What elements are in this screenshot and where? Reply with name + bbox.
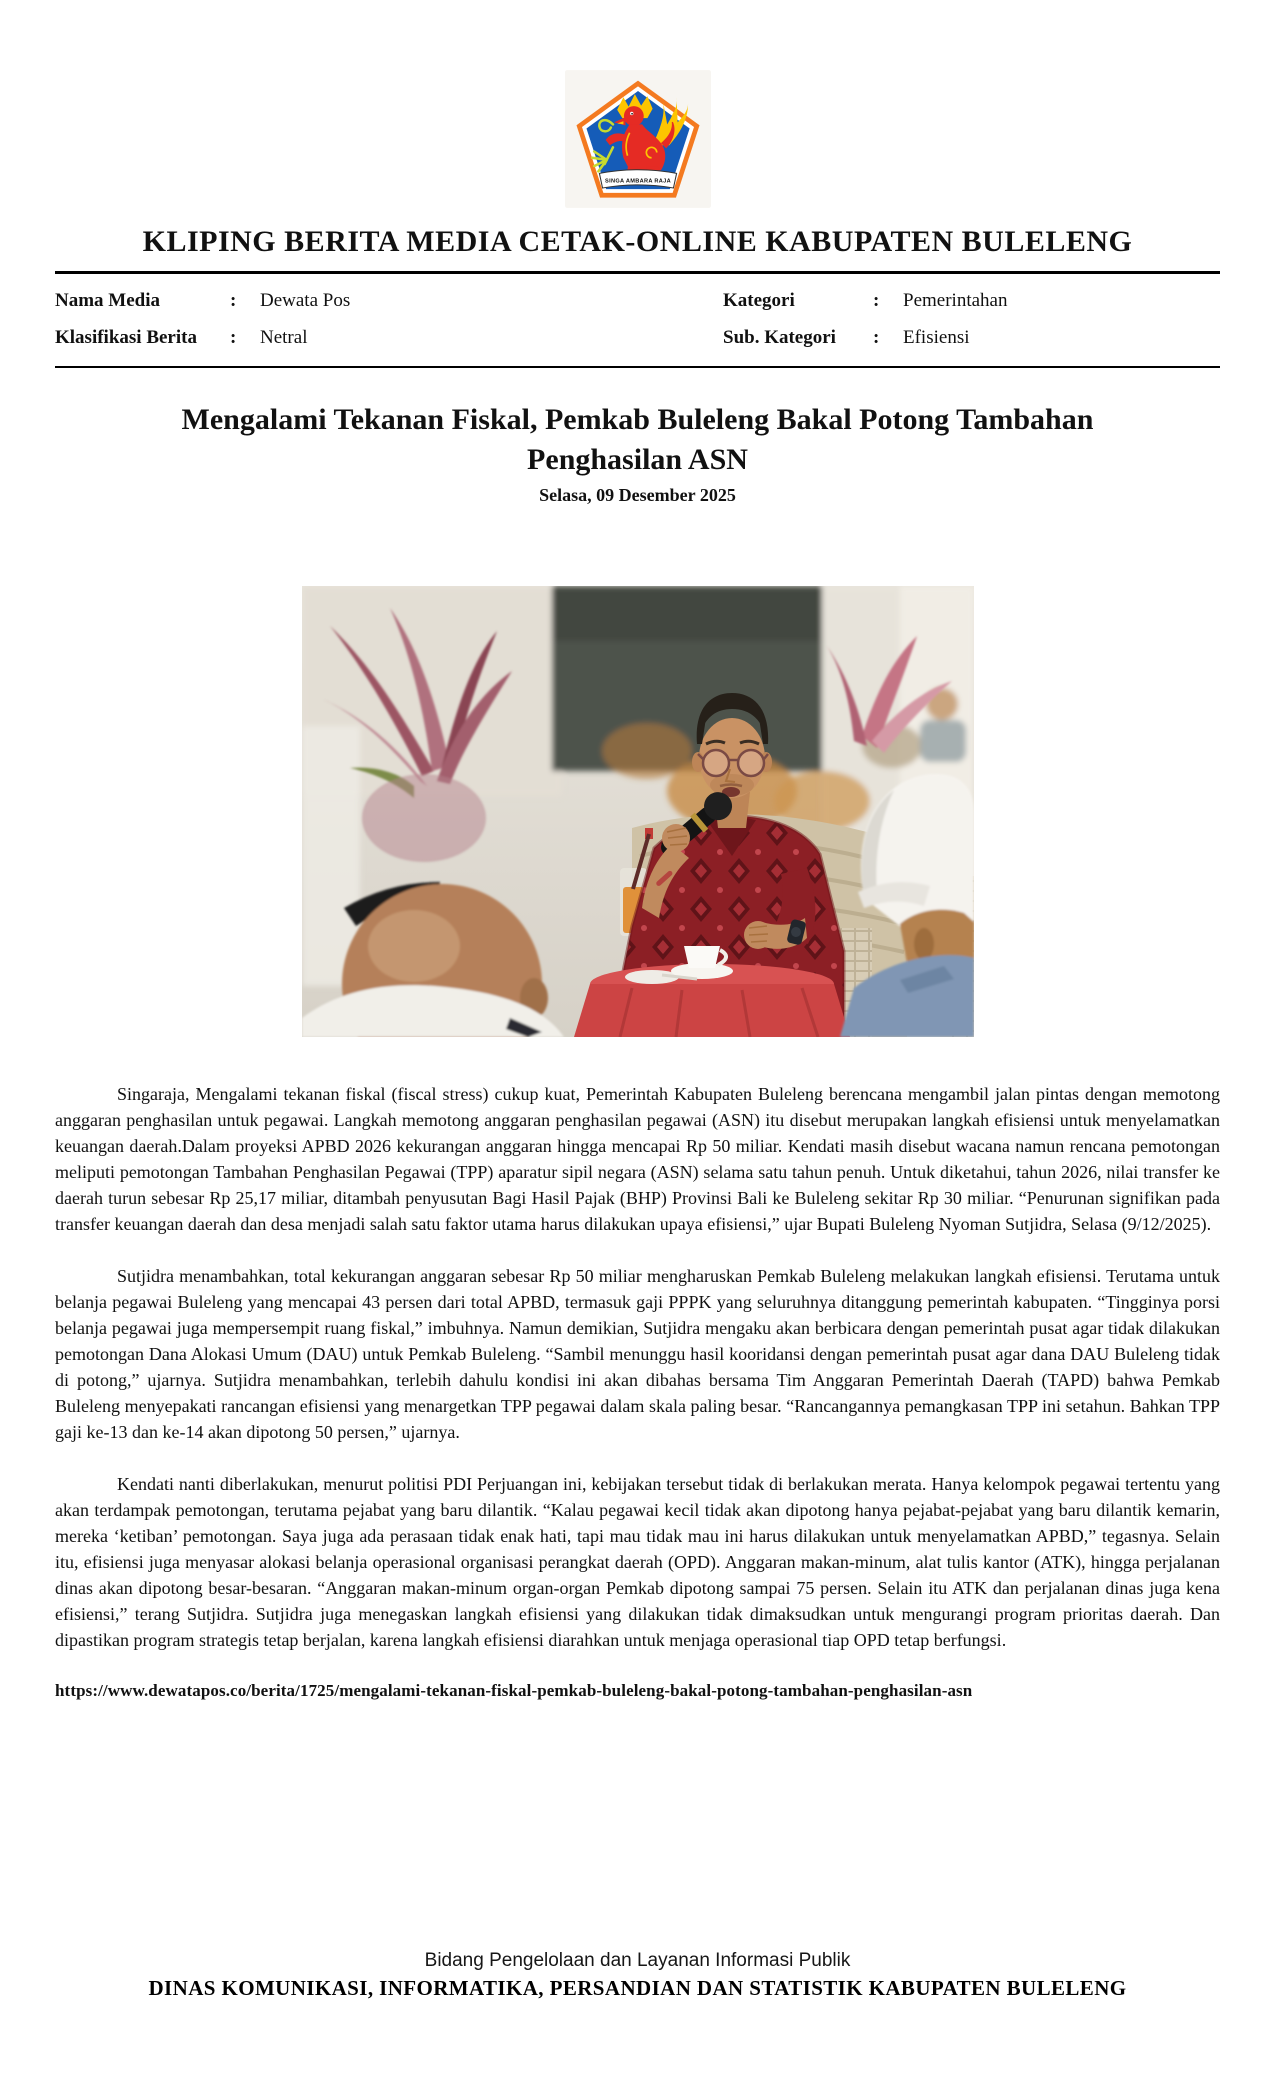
- meta-row-nama-media: [55, 282, 640, 319]
- article-photo: [302, 586, 974, 1037]
- meta-colon: :: [230, 289, 237, 311]
- media-info-table: [55, 271, 1220, 368]
- meta-colon: :: [873, 289, 880, 311]
- meta-label: Sub. Kategori: [723, 326, 836, 348]
- press-conference-photo: [302, 586, 974, 1037]
- meta-value: Netral: [260, 326, 308, 348]
- meta-row-sub-kategori: [723, 319, 1220, 356]
- article-paragraph-1: Singaraja, Mengalami tekanan fiskal (fiscal stress) cukup kuat, Pemerintah Kabupaten Buleleng berencana mengambil jalan pintas dengan memotong anggaran penghasilan untuk pegawai. Langkah memotong anggaran penghasilan pegawai (ASN) itu disebut merupakan langkah efisiensi untuk menyelamatkan keuangan daerah.Dalam proyeksi APBD 2026 kekurangan anggaran hingga mencapai Rp 50 miliar. Kendati masih disebut wacana namun rencana pemotongan meliputi pemotongan Tambahan Penghasilan Pegawai (TPP) aparatur sipil negara (ASN) selama satu tahun penuh. Untuk diketahui, tahun 2026, nilai transfer ke daerah turun sebesar Rp 25,17 miliar, ditambah penyusutan Bagi Hasil Pajak (BHP) Provinsi Bali ke Buleleng sekitar Rp 30 miliar. “Penurunan signifikan pada transfer keuangan daerah dan desa menjadi salah satu faktor utama harus dilakukan upaya efisiensi,” ujar Bupati Buleleng Nyoman Sutjidra, Selasa (9/12/2025).: [55, 1084, 1220, 1234]
- emblem-banner-text: SINGA AMBARA RAJA: [604, 178, 671, 185]
- meta-row-klasifikasi-berita: [55, 319, 640, 356]
- article-paragraph-3: Kendati nanti diberlakukan, menurut politisi PDI Perjuangan ini, kebijakan tersebut tidak di berlakukan merata. Hanya kelompok pegawai tertentu yang akan terdampak pemotongan, terutama pejabat yang baru dilantik. “Kalau pegawai kecil tidak akan dipotong hanya pejabat-pejabat yang baru dilantik kemarin, mereka ‘ketiban’ pemotongan. Saya juga ada perasaan tidak enak hati, tapi mau tidak mau ini harus dilakukan untuk menyelamatkan APBD,” tegasnya. Selain itu, efisiensi juga menyasar alokasi belanja operasional organisasi perangkat daerah (OPD). Anggaran makan-minum, alat tulis kantor (ATK), hingga perjalanan dinas akan dipotong besar-besaran. “Anggaran makan-minum organ-organ Pemkab dipotong sampai 75 persen. Selain itu ATK dan perjalanan dinas juga kena efisiensi,” terang Sutjidra. Sutjidra juga menegaskan langkah efisiensi yang dilakukan tidak dimaksudkan untuk mengurangi program prioritas daerah. Dan dipastikan program strategis tetap berjalan, karena langkah efisiensi diarahkan untuk menjaga operasional tiap OPD tetap berfungsi.: [55, 1474, 1220, 1650]
- meta-colon: :: [230, 326, 237, 348]
- document-title: KLIPING BERITA MEDIA CETAK-ONLINE KABUPATEN BULELENG: [142, 225, 1133, 258]
- meta-colon: :: [873, 326, 880, 348]
- meta-row-kategori: [723, 282, 1220, 319]
- footer-dinas-line: DINAS KOMUNIKASI, INFORMATIKA, PERSANDIAN DAN STATISTIK KABUPATEN BULELENG: [148, 1976, 1127, 2000]
- article-paragraph-2: Sutjidra menambahkan, total kekurangan anggaran sebesar Rp 50 miliar mengharuskan Pemkab Buleleng melakukan langkah efisiensi. Terutama untuk belanja pegawai Buleleng yang mencapai 43 persen dari total APBD, termasuk gaji PPPK yang seluruhnya ditanggung pemerintah kabupaten. “Tingginya porsi belanja pegawai juga mempersempit ruang fiskal,” imbuhnya. Namun demikian, Sutjidra mengaku akan berbicara dengan pemerintah pusat agar tidak dilakukan pemotongan Dana Alokasi Umum (DAU) untuk Pemkab Buleleng. “Sambil menunggu hasil kooridansi dengan pemerintah pusat agar dana DAU Buleleng tidak di potong,” ujarnya. Sutjidra menambahkan, terlebih dahulu kondisi ini akan dibahas bersama Tim Anggaran Pemerintah Daerah (TAPD) bahwa Pemkab Buleleng menyepakati rancangan efisiensi yang menargetkan TPP pegawai dalam skala paling besar. “Rancangannya pemangkasan TPP ini setahun. Bahkan TPP gaji ke-13 dan ke-14 akan dipotong 50 persen,” ujarnya.: [55, 1266, 1220, 1442]
- meta-value: Pemerintahan: [903, 289, 1008, 311]
- emblem-banner: [599, 170, 676, 188]
- meta-value: Dewata Pos: [260, 289, 351, 311]
- buleleng-logo: [0, 0, 1275, 213]
- media-info-right-column: [640, 282, 1220, 356]
- meta-label: Nama Media: [55, 289, 161, 311]
- article-date: Selasa, 09 Desember 2025: [539, 485, 736, 505]
- footer-bidang-line: Bidang Pengelolaan dan Layanan Informasi Publik: [424, 1950, 851, 1971]
- meta-label: Klasifikasi Berita: [55, 326, 197, 348]
- meta-label: Kategori: [723, 289, 795, 311]
- article-body: [55, 1081, 1220, 1653]
- buleleng-coat-of-arms: [565, 70, 711, 208]
- article-title-line1: Mengalami Tekanan Fiskal, Pemkab Buleleng Bakal Potong Tambahan: [181, 403, 1094, 436]
- article-title: [0, 400, 1275, 480]
- meta-value: Efisiensi: [903, 326, 970, 348]
- media-info-left-column: [55, 282, 640, 356]
- source-url[interactable]: https://www.dewatapos.co/berita/1725/mengalami-tekanan-fiskal-pemkab-buleleng-bakal-potong-tambahan-penghasilan-asn: [55, 1681, 973, 1700]
- document-footer: [0, 1950, 1275, 2001]
- article-title-line2: Penghasilan ASN: [527, 443, 748, 476]
